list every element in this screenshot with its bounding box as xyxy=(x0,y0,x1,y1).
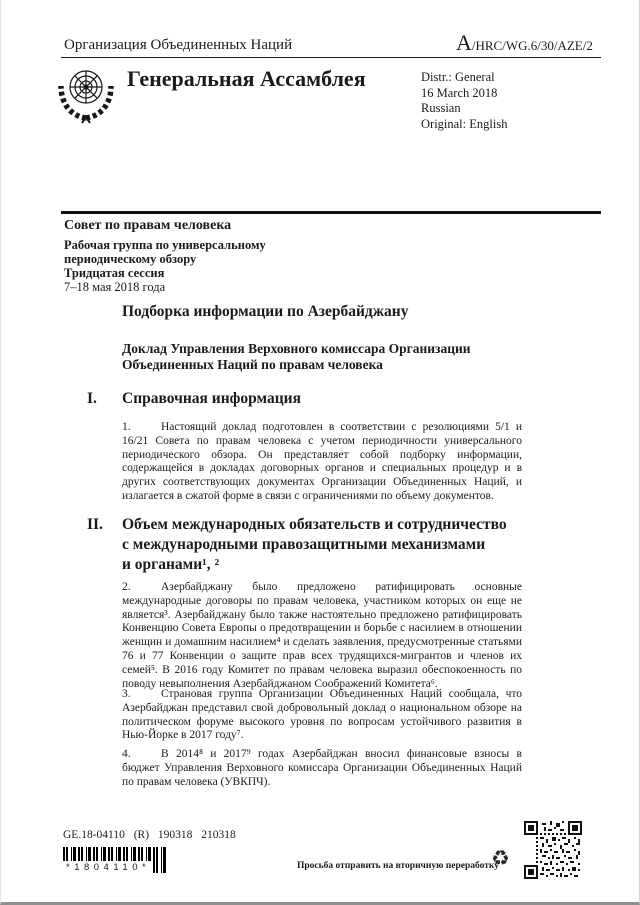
doc-symbol-series: A xyxy=(456,30,472,55)
session-dates: 7–18 мая 2018 года xyxy=(64,280,166,294)
paragraph-3 xyxy=(122,688,522,743)
paragraph-4 xyxy=(122,748,522,789)
section-heading-text: с международными правозащитными механизмами xyxy=(122,536,486,553)
distr-date: 16 March 2018 xyxy=(421,85,498,100)
section-heading-text: Объем международных обязательств и сотрудничество xyxy=(122,516,507,533)
section-divider-rule xyxy=(61,211,601,214)
distribution-block xyxy=(421,70,507,132)
header-rule xyxy=(61,57,601,58)
distr-line: Distr.: General xyxy=(421,70,495,84)
paragraph-text: Азербайджану было предложено ратифицировать основные международные договоры по правам человека, участником которых он еще не является³. Азербайджану было также настоятельно предложено ратифицировать Конвенцию Совета Европы о предотвращении и борьбе с насилием в отношении женщин и домашним насилием⁴ и сделать заявления, предусмотренные статьями 76 и 77 Конвенции о защите прав всех трудящихся-мигрантов и членов их семей⁵. В 2016 году Комитет по правам человека выразил обеспокоенность по поводу невыполнения Азербайджаном Соображений Комитета⁶. xyxy=(122,581,522,690)
paragraph-2 xyxy=(122,581,522,691)
distr-original: Original: English xyxy=(421,116,508,131)
section-heading-text: Справочная информация xyxy=(122,390,301,407)
distr-language: Russian xyxy=(421,101,461,115)
paragraph-number: 1. xyxy=(122,421,131,433)
section-numeral: I. xyxy=(87,390,97,407)
paragraph-number: 2. xyxy=(122,581,131,593)
recycle-icon: ♻ xyxy=(491,846,510,870)
subtitle-line: Объединенных Наций по правам человека xyxy=(122,357,383,372)
section-heading-text: и органами¹, ² xyxy=(122,556,220,573)
working-group-line: Рабочая группа по универсальному xyxy=(64,238,266,252)
un-org-name: Организация Объединенных Наций xyxy=(64,37,293,53)
recycle-note: Просьба отправить на вторичную переработку xyxy=(297,861,499,871)
barcode-text: *1804110* xyxy=(63,861,151,873)
un-emblem-icon xyxy=(53,60,119,137)
working-group-line: периодическому обзору xyxy=(64,252,197,266)
paragraph-text: Страновая группа Организации Объединенных Наций сообщала, что Азербайджан представил свой добровольный доклад о национальном обзоре на политическом форуме высокого уровня по вопросам устойчивого развития в Нью-Йорке в 2017 году⁷. xyxy=(122,688,522,742)
document-subtitle xyxy=(122,341,471,373)
paragraph-number: 4. xyxy=(122,748,131,760)
subtitle-line: Доклад Управления Верховного комиссара Организации xyxy=(122,341,471,356)
paragraph-text: Настоящий доклад подготовлен в соответствии с резолюциями 5/1 и 16/21 Совета по правам человека с учетом периодичности универсального периодического обзора. Он представляет собой подборку информации, содержащейся в докладах договорных органов и специальных процедур и в других соответствующих документах Организации Объединенных Наций, и излагается в сжатой форме в связи с ограничениями по объему документов. xyxy=(122,421,522,502)
paragraph-1 xyxy=(122,421,522,504)
assembly-title: Генеральная Ассамблея xyxy=(127,66,366,91)
section-heading-1 xyxy=(87,389,301,409)
paragraph-number: 3. xyxy=(122,688,131,700)
session-name: Тридцатая сессия xyxy=(64,266,165,280)
ge-document-number: GE.18-04110 (R) 190318 210318 xyxy=(63,829,236,841)
qr-code-icon xyxy=(523,821,583,884)
doc-symbol-number: /HRC/WG.6/30/AZE/2 xyxy=(471,38,593,53)
document-title: Подборка информации по Азербайджану xyxy=(122,303,409,320)
doc-symbol xyxy=(456,30,593,56)
council-name: Совет по правам человека xyxy=(64,218,232,233)
section-numeral: II. xyxy=(87,516,103,533)
paragraph-text: В 2014⁸ и 2017⁹ годах Азербайджан вносил финансовые взносы в бюджет Управления Верховного комиссара Организации Объединенных Наций по правам человека (УВКПЧ). xyxy=(122,748,522,788)
section-heading-2 xyxy=(87,515,507,575)
session-block xyxy=(64,219,266,294)
barcode xyxy=(63,847,167,873)
